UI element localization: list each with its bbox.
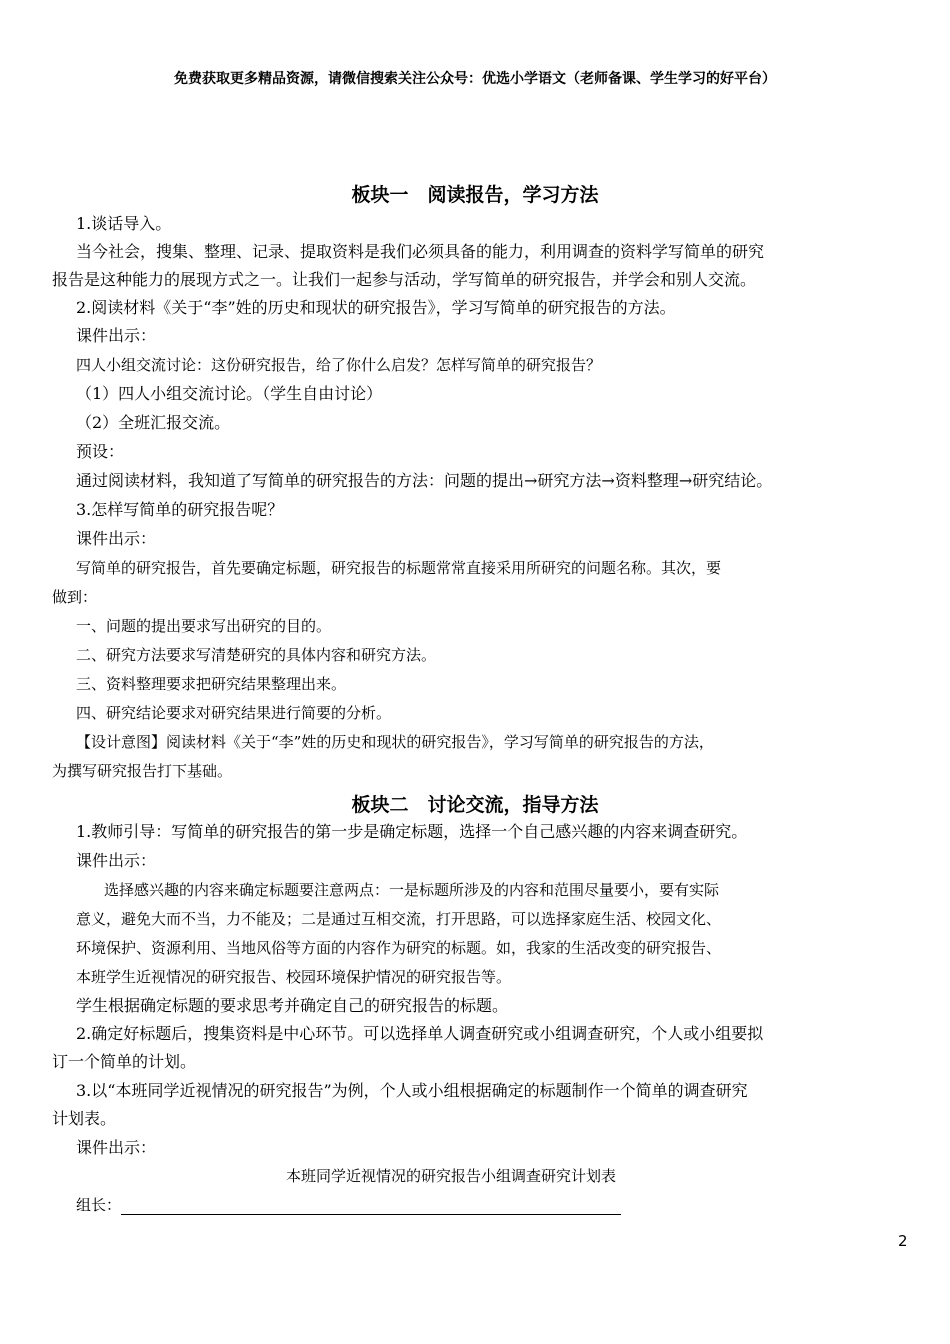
- s1-line-16: 三、资料整理要求把研究结果整理出来。: [76, 675, 347, 693]
- s1-line-17: 四、研究结论要求对研究结果进行简要的分析。: [76, 704, 392, 722]
- s1-line-0: 1.谈话导入。: [76, 214, 172, 233]
- s2-line-10: 计划表。: [52, 1109, 117, 1128]
- s1-line-13: 做到：: [52, 588, 98, 606]
- s2-line-11: 课件出示：: [76, 1138, 157, 1157]
- s1-line-8: 预设：: [76, 442, 125, 461]
- group-leader-blank: [121, 1198, 621, 1215]
- s1-line-2: 报告是这种能力的展现方式之一。让我们一起参与活动，学写简单的研究报告，并学会和别人交流。: [52, 270, 757, 289]
- page-number: 2: [898, 1232, 908, 1250]
- s1-line-11: 课件出示：: [76, 529, 157, 548]
- s2-line-1: 课件出示：: [76, 851, 157, 870]
- s1-line-12: 写简单的研究报告，首先要确定标题，研究报告的标题常常直接采用所研究的问题名称。其次，要: [76, 559, 722, 577]
- s2-line-5: 本班学生近视情况的研究报告、校园环境保护情况的研究报告等。: [76, 968, 512, 986]
- s2-line-0: 1.教师引导：写简单的研究报告的第一步是确定标题，选择一个自己感兴趣的内容来调查研究。: [76, 822, 748, 841]
- group-leader-label: 组长：: [76, 1196, 122, 1214]
- s2-line-3: 意义，避免大而不当，力不能及；二是通过互相交流，打开思路，可以选择家庭生活、校园文化、: [76, 910, 722, 928]
- plan-table-title: 本班同学近视情况的研究报告小组调查研究计划表: [286, 1167, 617, 1185]
- s1-line-19: 为撰写研究报告打下基础。: [52, 762, 233, 780]
- s1-line-4: 课件出示：: [76, 326, 157, 345]
- s2-line-6: 学生根据确定标题的要求思考并确定自己的研究报告的标题。: [76, 996, 509, 1015]
- s1-line-15: 二、研究方法要求写清楚研究的具体内容和研究方法。: [76, 646, 437, 664]
- s2-line-2: 选择感兴趣的内容来确定标题要注意两点：一是标题所涉及的内容和范围尽量要小，要有实际: [104, 881, 720, 899]
- promo-banner: 免费获取更多精品资源，请微信搜索关注公众号：优选小学语文（老师备课、学生学习的好平台）: [174, 71, 776, 87]
- s1-line-9: 通过阅读材料，我知道了写简单的研究报告的方法：问题的提出→研究方法→资料整理→研究结论。: [76, 471, 773, 490]
- s1-line-5: 四人小组交流讨论：这份研究报告，给了你什么启发？怎样写简单的研究报告？: [76, 356, 602, 374]
- s1-line-7: （2）全班汇报交流。: [76, 413, 231, 432]
- s1-line-10: 3.怎样写简单的研究报告呢？: [76, 500, 284, 519]
- group-leader-row: [76, 1195, 621, 1215]
- s1-line-6: （1）四人小组交流讨论。（学生自由讨论）: [76, 384, 383, 403]
- s2-line-4: 环境保护、资源利用、当地风俗等方面的内容作为研究的标题。如，我家的生活改变的研究报告、: [76, 939, 722, 957]
- s1-line-3: 2.阅读材料《关于“李”姓的历史和现状的研究报告》，学习写简单的研究报告的方法。: [76, 298, 676, 317]
- s1-line-14: 一、问题的提出要求写出研究的目的。: [76, 617, 332, 635]
- s2-line-9: 3.以“本班同学近视情况的研究报告”为例，个人或小组根据确定的标题制作一个简单的调查研究: [76, 1081, 748, 1100]
- s2-line-8: 订一个简单的计划。: [52, 1052, 197, 1071]
- s1-line-1: 当今社会，搜集、整理、记录、提取资料是我们必须具备的能力，利用调查的资料学写简单的研究: [76, 242, 765, 261]
- s2-line-7: 2.确定好标题后，搜集资料是中心环节。可以选择单人调查研究或小组调查研究，个人或小组要拟: [76, 1024, 764, 1043]
- s1-line-18: 【设计意图】阅读材料《关于“李”姓的历史和现状的研究报告》，学习写简单的研究报告的方法，: [76, 733, 714, 751]
- section2-title: 板块二 讨论交流，指导方法: [351, 794, 599, 816]
- section1-title: 板块一 阅读报告，学习方法: [351, 184, 599, 206]
